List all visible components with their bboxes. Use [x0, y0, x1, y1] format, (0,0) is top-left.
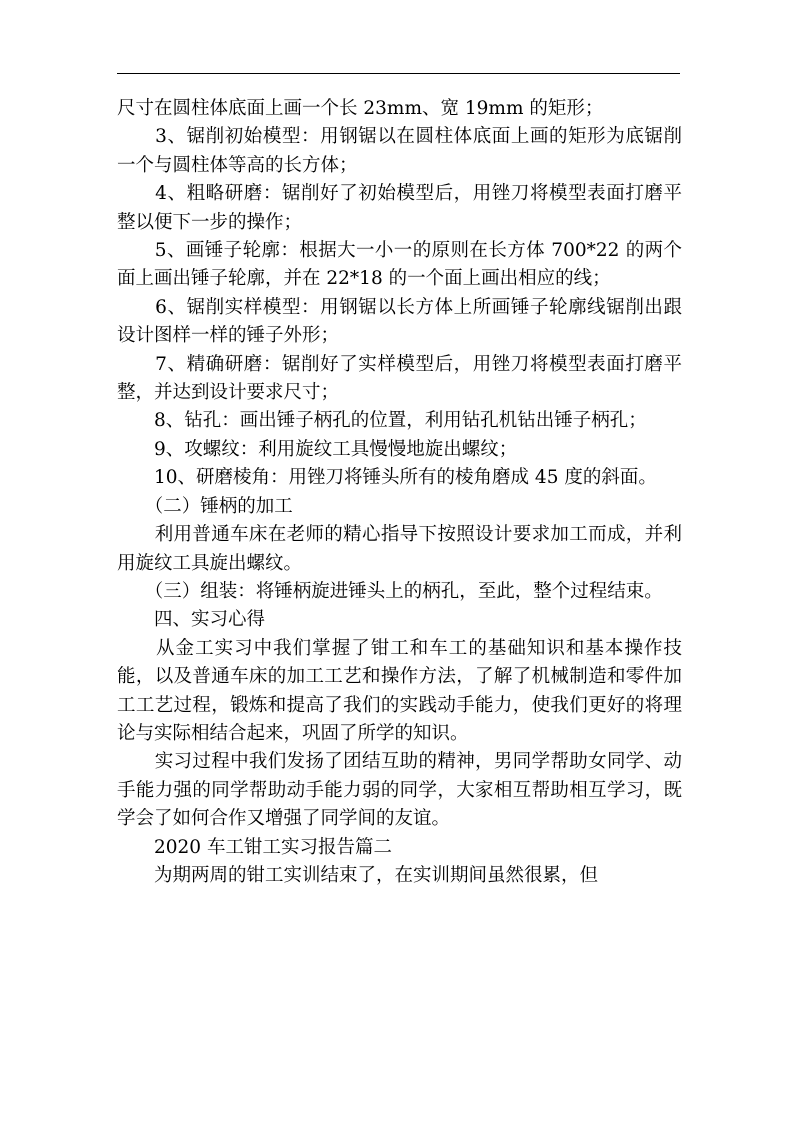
paragraph-3: 4、粗略研磨：锯削好了初始模型后，用锉刀将模型表面打磨平整以便下一步的操作； — [117, 183, 682, 233]
paragraph-9: 10、研磨棱角：用锉刀将锤头所有的棱角磨成 45 度的斜面。 — [117, 467, 657, 489]
paragraph-2: 3、锯削初始模型：用钢锯以在圆柱体底面上画的矩形为底锯削一个与圆柱体等高的长方体； — [117, 126, 682, 176]
paragraph-17: 为期两周的钳工实训结束了，在实训期间虽然很累，但 — [117, 864, 599, 886]
paragraph-8: 9、攻螺纹：利用旋纹工具慢慢地旋出螺纹； — [117, 438, 518, 460]
paragraph-7: 8、钻孔：画出锤子柄孔的位置，利用钻孔机钻出锤子柄孔； — [117, 410, 647, 432]
document-body — [117, 95, 682, 890]
article-title-part-two: 2020 车工钳工实习报告篇二 — [117, 836, 392, 858]
paragraph-6: 7、精确研磨：锯削好了实样模型后，用锉刀将模型表面打磨平整，并达到设计要求尺寸； — [117, 353, 682, 404]
header-rule — [117, 73, 680, 74]
section-heading-handle: （二）锤柄的加工 — [117, 495, 293, 517]
paragraph-4: 5、画锤子轮廓：根据大一小一的原则在长方体 700*22 的两个面上画出锤子轮廓，并在 22*18 的一个面上画出相应的线； — [117, 240, 682, 290]
paragraph-11: 利用普通车床在老师的精心指导下按照设计要求加工而成，并利用旋纹工具旋出螺纹。 — [117, 524, 682, 574]
paragraph-1: 尺寸在圆柱体底面上画一个长 23mm、宽 19mm 的矩形； — [117, 98, 604, 119]
paragraph-14: 从金工实习中我们掌握了钳工和车工的基础知识和基本操作技能，以及普通车床的加工工艺和操作方法，了解了机械制造和零件加工工艺过程，锻炼和提高了我们的实践动手能力，使我们更好的将理论与实际相结合起来，巩固了所学的知识。 — [117, 637, 682, 744]
paragraph-12: （三）组装：将锤柄旋进锤头上的柄孔，至此，整个过程结束。 — [117, 580, 663, 602]
section-heading-reflections: 四、实习心得 — [117, 609, 266, 631]
paragraph-15: 实习过程中我们发扬了团结互助的精神，男同学帮助女同学、动手能力强的同学帮助动手能力弱的同学，大家相互帮助相互学习，既学会了如何合作又增强了同学间的友谊。 — [117, 751, 682, 830]
paragraph-5: 6、锯削实样模型：用钢锯以长方体上所画锤子轮廓线锯削出跟设计图样一样的锤子外形； — [117, 296, 682, 347]
